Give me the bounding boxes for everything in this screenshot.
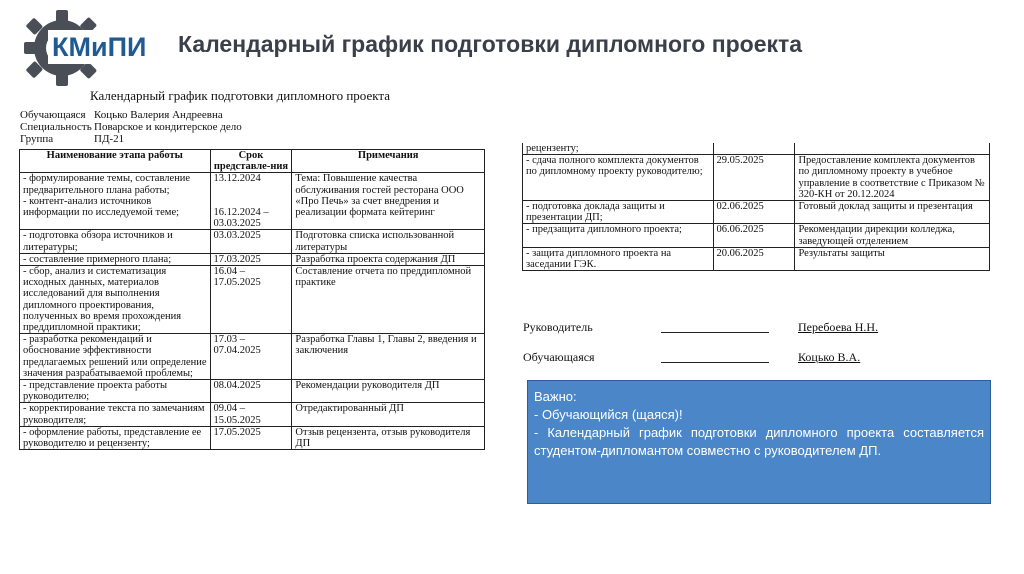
meta-row: [20, 109, 242, 121]
cell-stage: - сбор, анализ и систематизация исходных данных, материалов исследований для выполнения дипломного проектирования, полученных во время прохождения преддипломной практики;: [20, 266, 211, 334]
signature-name: Коцько В.А.: [798, 350, 861, 364]
cell-notes: Отредактированный ДП: [292, 403, 485, 426]
signature-student: [523, 350, 861, 365]
meta-value: ПД-21: [94, 133, 125, 145]
important-line-1: - Обучающийся (щаяся)!: [534, 407, 683, 422]
cell-notes: Подготовка списка использованной литературы: [292, 230, 485, 253]
table-row: [20, 380, 485, 403]
header-deadline: Срок представле-ния: [210, 150, 292, 173]
cell-notes: Результаты защиты: [795, 247, 990, 270]
cell-notes: Тема: Повышение качества обслуживания гостей ресторана ООО «Про Печь» за счет внедрения и реализации формата кейтеринг: [292, 173, 485, 230]
table-row: [20, 426, 485, 449]
table-row: [20, 334, 485, 380]
signature-role: Обучающаяся: [523, 350, 595, 364]
cell-deadline: 09.04 – 15.05.2025: [210, 403, 292, 426]
college-logo: [22, 8, 158, 88]
cell-stage: - сдача полного комплекта документов по дипломному проекту руководителю;: [523, 155, 714, 201]
table-row: [20, 230, 485, 253]
meta-value: Поварское и кондитерское дело: [94, 121, 242, 133]
header-notes: Примечания: [292, 150, 485, 173]
table-row: [20, 173, 485, 230]
document-title: Календарный график подготовки дипломного проекта: [90, 88, 390, 103]
cell-notes: Составление отчета по преддипломной практике: [292, 266, 485, 334]
table-row: [20, 266, 485, 334]
header-stage: Наименование этапа работы: [20, 150, 211, 173]
meta-label: Специальность: [20, 121, 92, 133]
table-row: [20, 403, 485, 426]
signature-role: Руководитель: [523, 320, 593, 334]
schedule-table-left: [19, 149, 485, 450]
cell-deadline: 13.12.2024 16.12.2024 – 03.03.2025: [210, 173, 292, 230]
cell-deadline: 08.04.2025: [210, 380, 292, 403]
cell-stage: - подготовка обзора источников и литературы;: [20, 230, 211, 253]
cell-notes: Предоставление комплекта документов по дипломному проекту в учебное управление в соответствие с Приказом № 320-КН от 20.12.2024: [795, 155, 990, 201]
logo-text: КМиПИ: [52, 32, 147, 62]
cell-stage: - корректирование текста по замечаниям руководителя;: [20, 403, 211, 426]
important-note-box: [527, 380, 991, 504]
table-row: [20, 253, 485, 265]
cell-deadline: 29.05.2025: [713, 155, 795, 201]
cell-stage: - формулирование темы, составление предварительного плана работы; - контент-анализ источников информации по исследуемой теме;: [20, 173, 211, 230]
table-header-row: [20, 150, 485, 173]
signature-line: [661, 362, 769, 363]
cell-stage: - представление проекта работы руководителю;: [20, 380, 211, 403]
cell-stage: - подготовка доклада защиты и презентации ДП;: [523, 201, 714, 224]
meta-value: Коцько Валерия Андреевна: [94, 109, 223, 121]
cell-notes: Рекомендации руководителя ДП: [292, 380, 485, 403]
important-line-2: - Календарный график подготовки дипломного проекта составляется студентом-дипломантом совместно с руководителем ДП.: [534, 425, 984, 458]
student-meta: [20, 109, 242, 145]
table-row: [523, 247, 990, 270]
cell-deadline: 02.06.2025: [713, 201, 795, 224]
meta-label: Группа: [20, 133, 54, 145]
cell-notes: Готовый доклад защиты и презентация: [795, 201, 990, 224]
table-row: [523, 201, 990, 224]
table-row-cut: [523, 143, 990, 155]
cell-stage: - оформление работы, представление ее руководителю и рецензенту;: [20, 426, 211, 449]
cell-stage: - защита дипломного проекта на заседании ГЭК.: [523, 247, 714, 270]
slide-title: Календарный график подготовки дипломного проекта: [178, 31, 803, 57]
cell-stage: - разработка рекомендаций и обоснование эффективности предлагаемых решений или определение значения разрабатываемой проблемы;: [20, 334, 211, 380]
cell-deadline: 17.03 – 07.04.2025: [210, 334, 292, 380]
meta-label: Обучающаяся: [20, 109, 86, 121]
cell-deadline: 17.05.2025: [210, 426, 292, 449]
cell-notes: Разработка Главы 1, Главы 2, введения и заключения: [292, 334, 485, 380]
table-row: [523, 224, 990, 247]
signature-name: Перебоева Н.Н.: [798, 320, 879, 334]
cell-deadline: 17.03.2025: [210, 253, 292, 265]
cell-notes: Рекомендации дирекции колледжа, заведующей отделением: [795, 224, 990, 247]
table-row: [523, 155, 990, 201]
cell-notes: [795, 143, 990, 155]
important-title: Важно:: [534, 389, 577, 404]
cell-stage: рецензенту;: [523, 143, 714, 155]
meta-row: [20, 121, 242, 133]
meta-row: [20, 133, 242, 145]
cell-notes: Разработка проекта содержания ДП: [292, 253, 485, 265]
cell-notes: Отзыв рецензента, отзыв руководителя ДП: [292, 426, 485, 449]
signature-line: [661, 332, 769, 333]
cell-stage: - предзащита дипломного проекта;: [523, 224, 714, 247]
schedule-table-right: [522, 143, 990, 271]
cell-deadline: 20.06.2025: [713, 247, 795, 270]
cell-deadline: 03.03.2025: [210, 230, 292, 253]
cell-stage: - составление примерного плана;: [20, 253, 211, 265]
signature-supervisor: [523, 320, 879, 335]
cell-deadline: 06.06.2025: [713, 224, 795, 247]
cell-deadline: 16.04 – 17.05.2025: [210, 266, 292, 334]
cell-deadline: [713, 143, 795, 155]
